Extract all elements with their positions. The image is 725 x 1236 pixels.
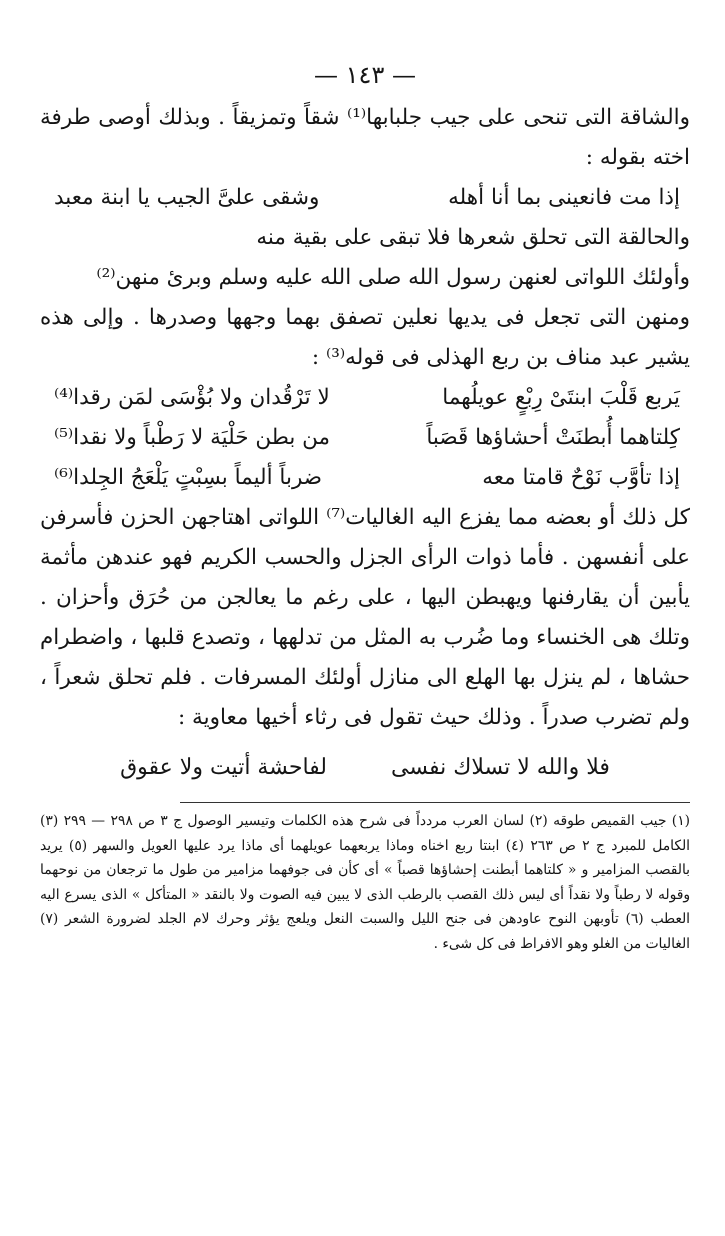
footnote-divider <box>180 802 690 803</box>
verse-line-final <box>40 744 690 792</box>
verse-second-hemistich: ضرباً أليماً بسِبْتٍ يَلْعَجُ الجِلدا⁽⁶⁾ <box>54 465 323 490</box>
page-number: — ١٤٣ — <box>314 61 416 89</box>
verse-second-hemistich: وشقى علىَّ الجيب يا ابنة معبد <box>54 185 320 210</box>
verse-second-hemistich: من بطن حَلْيَة لا رَطْباً ولا نقدا⁽⁵⁾ <box>54 425 331 450</box>
paragraph-2: والحالقة التى تحلق شعرها فلا تبقى على بقية منه <box>256 225 690 250</box>
verse-first-hemistich: إذا مت فانعينى بما أنا أهله <box>448 185 680 210</box>
verse-line <box>40 418 690 458</box>
verse-second-hemistich: لا تَرْقُدان ولا بُؤْسَى لمَن رقدا⁽⁴⁾ <box>54 385 330 410</box>
verse-first-hemistich: يَربع قَلْبَ ابنتَىْ رِبْعٍ عويلُهما <box>442 385 680 410</box>
verse-first-hemistich: فلا والله لا تسلاك نفسى <box>390 755 610 780</box>
footnotes: (١) جيب القميص طوقه (٢) لسان العرب مردداً فى شرح هذه الكلمات وتيسير الوصول ج ٣ ص ٢٩٨ — ٢٩٩ (٣) الكامل للمبرد ج ٢ ص ٢٦٣ (٤) ابنتا ربع اخناه وماذا يربعهما عويلهما أى ماذا يرد عليها العويل والسهر (٥) يريد بالقصب المزامير و « كلتاهما أبطنت إحشاؤها قصباً » أى كأن فى جوفهما مزامير من طول ما ترجعان من نوحهما وقوله لا رطباً ولا نقداً أى ليس ذلك القصب بالرطب الذى لا يبين فيه الصوت ولا بالنقد « المتأكل » الذى يسرع اليه العطب (٦) تأوبهن النوح عاودهن فى جنح الليل والسبت النعل ويلعج يؤثر وحرك لام الجلد لضرورة الشعر (٧) الغاليات من الغلو وهو الافراط فى كل شىء . <box>40 813 691 952</box>
verse-second-hemistich: لفاحشة أتيت ولا عقوق <box>120 755 327 780</box>
verse-line <box>40 378 690 418</box>
verse-first-hemistich: كِلتاهما أُبطنَتْ أحشاؤها قَصَباً <box>426 425 680 450</box>
verse-first-hemistich: إذا تأوَّب نَوْحٌ قامتا معه <box>482 465 680 490</box>
paragraph-1: والشاقة التى تنحى على جيب جلبابها⁽¹⁾ شقاً وتمزيقاً . وبذلك أوصى طرفة اخته بقوله : <box>40 105 690 170</box>
paragraph-4: ومنهن التى تجعل فى يديها نعلين تصفق بهما وجهها وصدرها . وإلى هذه يشير عبد مناف بن ربع الهذلى فى قوله⁽³⁾ : <box>40 305 690 370</box>
paragraph-5: كل ذلك أو بعضه مما يفزع اليه الغاليات⁽⁷⁾ اللواتى اهتاجهن الحزن فأسرفن على أنفسهن . فأما ذوات الرأى الجزل والحسب الكريم فهو عندهن مأثمة يأبين أن يقارفنها ويهبطن اليها ، على رغم ما يعالجن من حُرَق وأحزان . وتلك هى الخنساء وما ضُرب به المثل من تدلهها ، وتصدع قلبها ، واضطرام حشاها ، لم ينزل بها الهلع الى منازل أولئك المسرفات . فلم تحلق شعراً ، ولم تضرب صدراً . وذلك حيث تقول فى رثاء أخيها معاوية : <box>40 505 690 730</box>
paragraph-3: وأولئك اللواتى لعنهن رسول الله صلى الله عليه وسلم وبرئ منهن⁽²⁾ <box>96 265 690 290</box>
book-page <box>40 58 690 957</box>
verse-line <box>40 458 690 498</box>
verse-line <box>40 178 690 218</box>
